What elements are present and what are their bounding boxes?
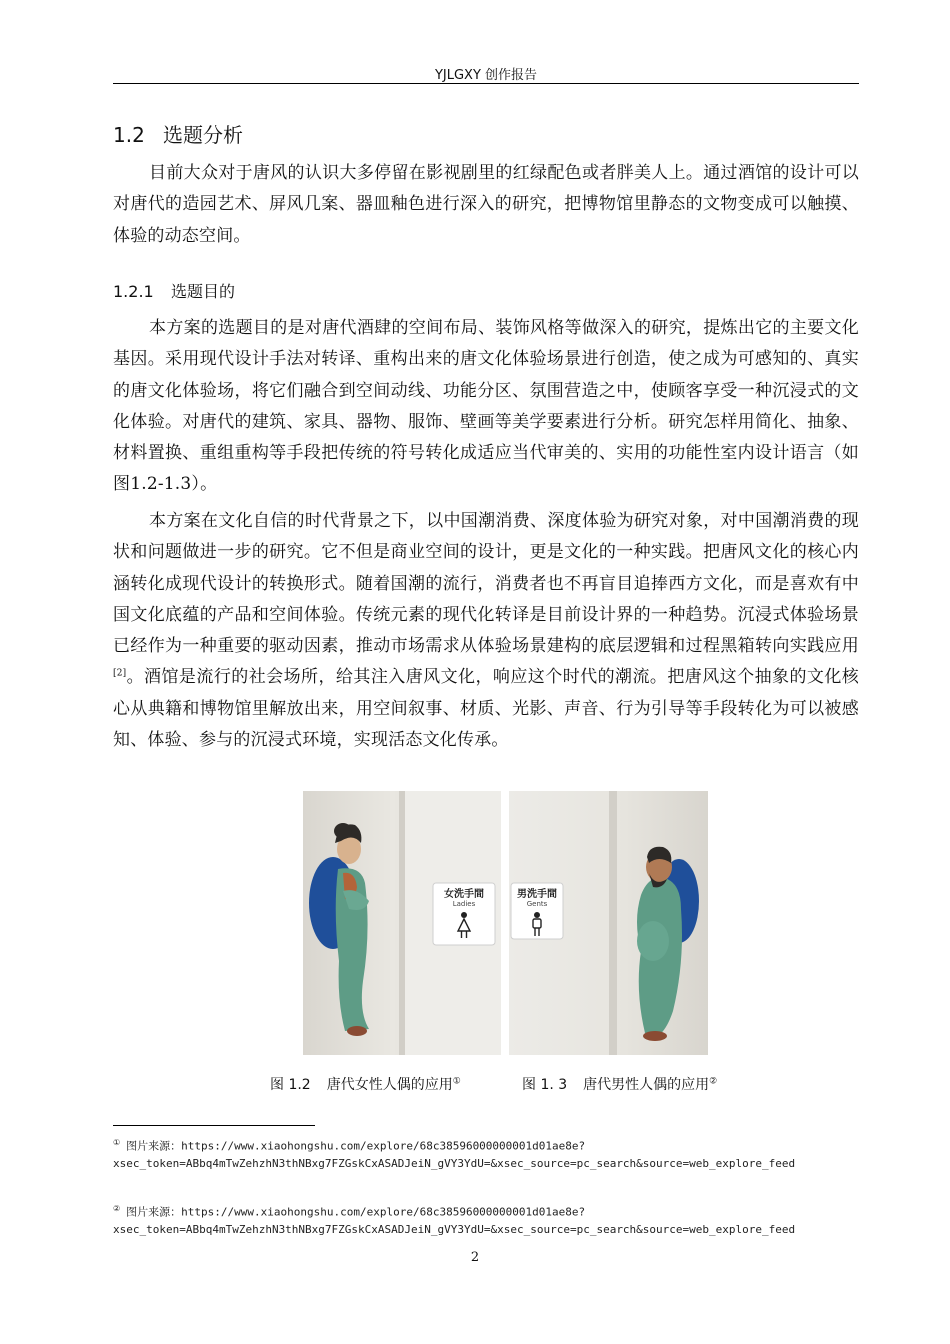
sign-male-en: Gents (526, 900, 548, 908)
sign-female (433, 885, 495, 939)
footnote-ref-2[interactable]: ② (709, 1076, 718, 1087)
running-header: YJLGXY 创作报告 (434, 68, 538, 83)
subsection-heading (113, 279, 235, 302)
sign-male (511, 885, 563, 937)
footnote-mark-1: ① (113, 1138, 121, 1147)
section-heading (113, 119, 243, 148)
section-title: 选题分析 (163, 123, 243, 147)
footnote-url-2b[interactable]: xsec_token=ABbq4mTwZehzhN3thNBxg7FZGskCxASADJeiN_gVY3YdU=&xsec_source=pc_search&source=web_explore_feed (113, 1222, 796, 1236)
section-number: 1.2 (113, 123, 145, 147)
footnote-url-2a[interactable]: https://www.xiaohongshu.com/explore/68c38596000000001d01ae8e? (181, 1205, 586, 1219)
footnote-label-1: 图片来源： (126, 1139, 182, 1153)
header-rule (113, 83, 859, 84)
figure-number-2: 图 1. 3 (522, 1077, 568, 1093)
figure-caption-2 (522, 1074, 717, 1094)
figure-title-2: 唐代男性人偶的应用 (583, 1077, 710, 1093)
paragraph-intro: 目前大众对于唐风的认识大多停留在影视剧里的红绿配色或者胖美人上。通过酒馆的设计可以对唐代的造园艺术、屏风几案、器皿釉色进行深入的研究，把博物馆里静态的文物变成可以触摸、体验的动态空间。 (113, 163, 859, 246)
figure-caption-1 (270, 1074, 461, 1094)
sign-female-en: Ladies (452, 900, 476, 908)
paragraph-background-part1: 本方案在文化自信的时代背景之下，以中国潮消费、深度体验为研究对象，对中国潮消费的现状和问题做进一步的研究。它不但是商业空间的设计，更是文化的一种实践。把唐风文化的核心内涵转化成现代设计的转换形式。随着国潮的流行，消费者也不再盲目追捧西方文化，而是喜欢有中国文化底蕴的产品和空间体验。传统元素的现代化转译是目前设计界的一种趋势。沉浸式体验场景已经作为一种重要的驱动因素，推动市场需求从体验场景建构的底层逻辑和过程黑箱转向实践应用 (113, 511, 859, 657)
male-person-icon (529, 911, 545, 937)
footnote-url-1b[interactable]: xsec_token=ABbq4mTwZehzhN3thNBxg7FZGskCxASADJeiN_gVY3YdU=&xsec_source=pc_search&source=web_explore_feed (113, 1156, 796, 1170)
subsection-number: 1.2.1 (113, 282, 154, 301)
paragraph-purpose: 本方案的选题目的是对唐代酒肆的空间布局、装饰风格等做深入的研究，提炼出它的主要文化基因。采用现代设计手法对转译、重构出来的唐文化体验场景进行创造，使之成为可感知的、真实的唐文化体验场，将它们融合到空间动线、功能分区、氛围营造之中，使顾客享受一种沉浸式的文化体验。对唐代的建筑、家具、器物、服饰、壁画等美学要素进行分析。研究怎样用简化、抽象、材料置换、重组重构等手段把传统的符号转化成适应当代审美的、实用的功能性室内设计语言（如图1.2-1.3）。 (113, 318, 859, 495)
page-number: 2 (470, 1250, 480, 1265)
paragraph-background-part2: 。酒馆是流行的社会场所，给其注入唐风文化，响应这个时代的潮流。把唐风这个抽象的文化核心从典籍和博物馆里解放出来，用空间叙事、材质、光影、声音、行为引导等手段转化为可以被感知、体验、参与的沉浸式环境，实现活态文化传承。 (113, 667, 859, 751)
figure-number-1: 图 1.2 (270, 1077, 311, 1093)
subsection-title: 选题目的 (171, 282, 236, 301)
footnote-ref-1[interactable]: ① (452, 1076, 461, 1087)
footnote-url-1a[interactable]: https://www.xiaohongshu.com/explore/68c38596000000001d01ae8e? (181, 1139, 586, 1153)
figure-photo-male (509, 791, 708, 1055)
footnote-label-2: 图片来源： (126, 1205, 182, 1219)
footnote-rule (113, 1125, 315, 1126)
citation-ref[interactable]: [2] (113, 668, 127, 679)
sign-female-cn: 女洗手間 (444, 889, 484, 900)
paragraph-background (113, 506, 859, 756)
footnote-1 (113, 1134, 873, 1172)
figure-photo-female (303, 791, 501, 1055)
footnote-2 (113, 1200, 873, 1238)
footnote-mark-2: ② (113, 1204, 121, 1213)
sign-male-cn: 男洗手間 (517, 889, 557, 900)
figure-title-1: 唐代女性人偶的应用 (326, 1077, 453, 1093)
female-person-icon (454, 911, 474, 939)
